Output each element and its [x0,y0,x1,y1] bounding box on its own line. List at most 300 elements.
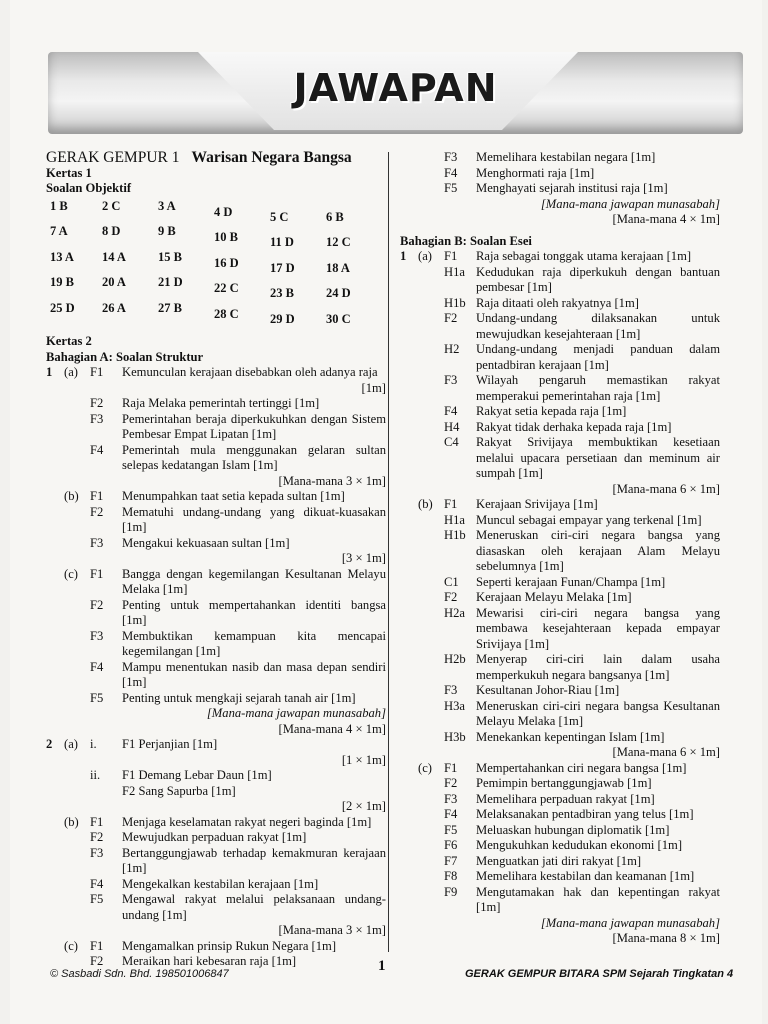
point-code: H3a [444,698,465,713]
part-label [418,699,444,730]
point-code: F1 [90,566,104,581]
question-number [400,404,418,420]
answer-text: Kedudukan raja diperkukuh dengan bantuan pembesar [1m] [476,264,720,294]
answer-row [46,396,386,412]
objective-answer: 8 D [102,224,121,238]
part-label [418,150,444,166]
question-number [400,435,418,482]
question-number [46,660,64,691]
answer-text: Kemunculan kerajaan disebabkan oleh adanya raja [122,365,378,379]
part-label [64,892,90,923]
answer-text: Mampu menentukan nasib dan masa depan sendiri [1m] [122,659,386,689]
point-code: F1 [90,365,104,379]
point-code: F3 [90,845,104,860]
part-label [418,420,444,436]
objective-answer: 22 C [214,281,239,295]
part-label [418,652,444,683]
point-code: F4 [444,165,458,180]
answer-text: Menekankan kepentingan Islam [1m] [476,729,665,744]
marks-note: [Mana-mana 3 × 1m] [278,923,386,937]
answer-row [46,691,386,707]
answer-text: Rakyat setia kepada raja [1m] [476,404,627,418]
answer-text: Meraikan hari kebesaran raja [1m] [122,954,297,968]
answer-text: Meluaskan hubungan diplomatik [1m] [476,822,670,837]
remark-note: [Mana-mana jawapan munasabah] [540,196,720,211]
answer-text: Mengutamakan hak dan kepentingan rakyat [1m] [476,884,720,914]
question-number [46,629,64,660]
part-label [64,784,90,800]
point-code: F1 [444,249,458,263]
question-number [400,590,418,606]
answer-text: Melaksanakan pentadbiran yang telus [1m] [476,807,694,821]
point-code: F2 [90,830,104,844]
answer-row [46,660,386,691]
question-number: 1 [400,249,407,263]
part-label [64,443,90,474]
point-code: H1b [444,295,466,310]
question-number [46,830,64,846]
point-code: H2b [444,652,466,666]
answer-row [46,737,386,753]
answer-text: Memelihara perpaduan rakyat [1m] [476,791,655,806]
question-number [400,265,418,296]
part-label: (b) [418,497,433,511]
part-label [64,629,90,660]
answer-row [400,311,720,342]
answer-row [400,373,720,404]
objective-answer: 18 A [326,260,350,275]
answer-text: Menjaga keselamatan rakyat negeri baginda [1m] [122,814,372,829]
right-column [400,150,720,947]
kertas1-label: Kertas 1 [46,165,92,180]
answer-text: Menguatkan jati diri rakyat [1m] [476,853,642,868]
objective-answer: 6 B [326,209,344,224]
point-code: F2 [444,776,458,790]
answer-text: Memelihara kestabilan negara [1m] [476,150,656,164]
question-number [400,513,418,529]
part-label [64,846,90,877]
marks-note: [1m] [361,380,386,395]
answer-row [400,150,720,166]
objective-answer: 30 C [326,311,351,326]
answer-text: Rakyat Srivijaya membuktikan kesetiaan melalui upacara persetiaan dan meminum air sumpah [1m] [476,435,720,480]
answer-text: Memelihara kestabilan dan keamanan [1m] [476,869,695,883]
answer-row [400,652,720,683]
part-label: (b) [64,489,79,503]
answer-row [400,854,720,870]
objective-answer: 12 C [326,235,351,249]
point-code: F4 [90,442,104,457]
answer-row [46,598,386,629]
question-number [46,815,64,831]
part-label [64,830,90,846]
point-code: F1 [90,814,104,829]
objective-answer: 4 D [214,204,233,219]
part-label [418,181,444,197]
part-label [418,776,444,792]
part-label [64,536,90,552]
question-number: 2 [46,737,53,751]
answer-text: Rakyat tidak derhaka kepada raja [1m] [476,419,672,434]
answer-row [46,830,386,846]
part-label [64,877,90,893]
marks-note: [Mana-mana 6 × 1m] [612,745,720,759]
question-number [400,652,418,683]
objective-answer: 28 C [214,306,239,321]
question-number [400,807,418,823]
objective-answer: 14 A [102,249,126,264]
objective-answer: 10 B [214,230,238,244]
point-code: H4 [444,419,460,434]
answer-text: Mengakui kekuasaan sultan [1m] [122,535,290,550]
point-code: F2 [90,597,104,612]
point-code: F7 [444,853,458,868]
question-number: 1 [46,365,53,379]
part-label [418,404,444,420]
answer-text: Muncul sebagai empayar yang terkenal [1m] [476,512,702,527]
question-number [400,869,418,885]
answer-row [46,784,386,800]
point-code: i. [90,737,97,751]
objective-answer: 1 B [50,198,68,213]
question-number [400,730,418,746]
point-code: F9 [444,884,458,899]
answer-text: Pemerintah mula menggunakan gelaran sultan selepas kedatangan Islam [1m] [122,442,386,472]
question-number [46,396,64,412]
section-a-label: Bahagian A: Soalan Struktur [46,349,204,364]
point-code: F5 [90,892,104,906]
answer-text: Pemerintahan beraja diperkukuhkan dengan Sistem Pembesar Empat Lipatan [1m] [122,411,386,441]
answer-row [46,629,386,660]
answer-row [400,730,720,746]
part-label [418,683,444,699]
answer-row [400,265,720,296]
answer-row [400,166,720,182]
heading-number: GERAK GEMPUR 1 [46,149,180,166]
objective-answer-grid [46,199,386,327]
answer-row [400,181,720,197]
answer-text: Menumpahkan taat setia kepada sultan [1m] [122,489,345,503]
left-answer-list [46,365,386,970]
part-label: (c) [64,566,78,581]
question-number [46,846,64,877]
part-label: (c) [418,760,432,775]
part-label [64,412,90,443]
part-label: (a) [64,737,78,751]
point-code: F2 [444,590,458,604]
answer-row [400,838,720,854]
answer-text: Mewujudkan perpaduan rakyat [1m] [122,830,307,844]
answer-text: Menghormati raja [1m] [476,165,595,180]
question-number [46,877,64,893]
answer-row [400,807,720,823]
part-label: (c) [64,938,78,953]
objective-label: Soalan Objektif [46,181,132,195]
part-label [418,296,444,312]
answer-row [46,505,386,536]
part-label [64,768,90,784]
point-code [90,784,122,800]
point-code: H2 [444,342,460,356]
answer-text: Penting untuk mengkaji sejarah tanah air [1m] [122,690,356,705]
point-code: F4 [444,807,458,821]
part-label [418,575,444,591]
point-code: F4 [90,876,104,891]
part-label [418,823,444,839]
part-label: (a) [64,365,78,379]
part-label: (a) [418,249,432,263]
question-number [46,489,64,505]
objective-answer: 5 C [270,209,289,224]
question-number [400,838,418,854]
answer-text: Mewarisi ciri-ciri negara bangsa yang membawa kesejahteraan kepada empayar Srivijaya [1m] [476,605,720,651]
point-code: F2 [90,504,104,519]
remark-note: [Mana-mana jawapan munasabah] [540,915,720,930]
answer-row [400,342,720,373]
question-number [46,598,64,629]
column-divider [388,152,389,952]
banner-title: JAWAPAN [293,66,498,110]
point-code: F8 [444,869,458,883]
remark-note: [Mana-mana jawapan munasabah] [206,706,386,720]
part-label [64,598,90,629]
section-b-label: Bahagian B: Soalan Esei [400,233,532,248]
title-banner [48,52,743,134]
point-code: F1 [90,489,104,503]
answer-text: Mengawal rakyat melalui pelaksanaan undang-undang [1m] [122,892,386,922]
answer-row [400,823,720,839]
point-code: H3b [444,729,466,744]
point-code: ii. [90,768,101,782]
answer-text: Mengukuhkan kedudukan ekonomi [1m] [476,838,683,852]
point-code: C4 [444,435,459,449]
page [10,0,762,1024]
point-code: F3 [90,535,104,550]
marks-note: [1 × 1m] [341,752,386,767]
question-number [400,296,418,312]
heading-title: Warisan Negara Bangsa [191,149,352,166]
part-label [64,691,90,707]
point-code: F1 [90,938,104,953]
answer-text: Membuktikan kemampuan kita mencapai kegemilangan [1m] [122,628,386,658]
answer-text: Mengekalkan kestabilan kerajaan [1m] [122,876,319,891]
answer-text: Pemimpin bertanggungjawab [1m] [476,776,652,790]
question-number [46,784,64,800]
point-code: F4 [90,659,104,674]
point-code: H1b [444,528,466,542]
part-label [418,730,444,746]
part-label [64,396,90,412]
question-number [46,505,64,536]
objective-answer: 27 B [158,300,182,315]
answer-row [46,536,386,552]
part-label [418,807,444,823]
answer-text: Mematuhi undang-undang yang dikuat-kuasakan [1m] [122,504,386,534]
answer-row [400,404,720,420]
part-label [64,660,90,691]
objective-answer: 23 B [270,286,294,300]
question-number [400,885,418,916]
part-label [418,606,444,653]
answer-text: Mengamalkan prinsip Rukun Negara [1m] [122,938,337,953]
point-code: F2 [444,311,458,325]
question-number [400,575,418,591]
answer-text: Undang-undang dilaksanakan untuk mewujudkan kesejahteraan [1m] [476,311,720,341]
question-number [400,606,418,653]
objective-answer: 24 D [326,286,351,300]
objective-answer: 2 C [102,198,121,213]
objective-answer: 25 D [50,300,75,315]
book-title-footer: GERAK GEMPUR BITARA SPM Sejarah Tingkatan 4 [465,968,734,980]
question-number [46,768,64,784]
point-code: F3 [444,373,458,387]
point-code: F3 [90,411,104,426]
answer-row [400,249,720,265]
point-code: F1 [444,760,458,775]
part-label [418,885,444,916]
question-number [400,342,418,373]
answer-row [400,776,720,792]
objective-answer: 21 D [158,275,183,289]
point-code: F5 [444,181,458,195]
marks-note: [3 × 1m] [341,551,386,565]
point-code: F6 [444,838,458,852]
answer-text: Meneruskan ciri-ciri negara bangsa yang diasaskan oleh kerajaan Alam Melayu sebelumnya [1m] [476,528,720,573]
point-code: H1a [444,264,465,279]
objective-answer: 3 A [158,198,176,213]
question-number [400,699,418,730]
question-number [46,939,64,955]
point-code: F2 [90,954,104,968]
question-number [400,854,418,870]
right-answer-list-top [400,150,720,228]
objective-answer: 15 B [158,249,182,264]
part-label [418,311,444,342]
right-answer-list [400,249,720,947]
answer-row [46,365,386,381]
question-number [46,443,64,474]
answer-row [46,815,386,831]
objective-answer: 16 D [214,255,239,270]
marks-note: [2 × 1m] [341,799,386,813]
answer-text: Raja Melaka pemerintah tertinggi [1m] [122,396,320,410]
answer-row [46,443,386,474]
answer-row [400,885,720,916]
point-code: F1 [444,497,458,511]
marks-note: [Mana-mana 3 × 1m] [278,473,386,488]
part-label [418,854,444,870]
question-number [400,497,418,513]
kertas2-label: Kertas 2 [46,334,92,348]
answer-row [400,606,720,653]
point-code: F5 [90,690,104,705]
answer-text: Raja ditaati oleh rakyatnya [1m] [476,295,639,310]
answer-text: Raja sebagai tonggak utama kerajaan [1m] [476,249,692,263]
answer-text: Wilayah pengaruh memastikan rakyat memperakui pemerintahan raja [1m] [476,373,720,403]
answer-text: Undang-undang menjadi panduan dalam pentadbiran kerajaan [1m] [476,342,720,372]
section-heading [46,150,386,166]
question-number [400,792,418,808]
answer-row [46,846,386,877]
question-number [400,181,418,197]
answer-row [400,683,720,699]
question-number [46,567,64,598]
answer-text: F1 Perjanjian [1m] [122,737,218,751]
marks-note: [Mana-mana 6 × 1m] [612,481,720,496]
answer-text: Menyerap ciri-ciri lain dalam usaha memperkukuh negara bangsanya [1m] [476,652,720,682]
question-number [400,683,418,699]
answer-text: F2 Sang Sapurba [1m] [122,783,236,798]
part-label [418,869,444,885]
answer-text: Mempertahankan ciri negara bangsa [1m] [476,760,687,775]
answer-text: Kesultanan Johor-Riau [1m] [476,683,620,697]
answer-text: Seperti kerajaan Funan/Champa [1m] [476,574,666,589]
part-label [64,505,90,536]
marks-note: [Mana-mana 4 × 1m] [612,212,720,226]
point-code: F5 [444,822,458,837]
answer-text: Bangga dengan kegemilangan Kesultanan Melayu Melaka [1m] [122,566,386,596]
point-code: F3 [90,628,104,643]
answer-row [400,296,720,312]
question-number [400,823,418,839]
answer-row [46,412,386,443]
answer-row [400,497,720,513]
objective-answer: 29 D [270,311,295,326]
answer-row [46,768,386,784]
question-number [400,528,418,575]
objective-answer: 11 D [270,235,294,249]
answer-row [400,792,720,808]
answer-text: F1 Demang Lebar Daun [1m] [122,768,272,782]
point-code: F3 [444,791,458,806]
part-label [418,166,444,182]
objective-answer: 20 A [102,275,126,289]
objective-answer: 9 B [158,224,176,238]
question-number [400,761,418,777]
point-code: H1a [444,512,465,527]
answer-row [400,869,720,885]
answer-text: Meneruskan ciri-ciri negara bangsa Kesultanan Melayu Melaka [1m] [476,698,720,728]
marks-note: [Mana-mana 4 × 1m] [278,721,386,736]
part-label [418,265,444,296]
question-number [46,536,64,552]
question-number [400,311,418,342]
objective-answer: 17 D [270,260,295,275]
marks-note: [Mana-mana 8 × 1m] [612,931,720,945]
point-code: C1 [444,574,459,589]
part-label [418,373,444,404]
answer-row [400,420,720,436]
objective-answer: 13 A [50,249,74,264]
copyright-footer: © Sasbadi Sdn. Bhd. 198501006847 [50,968,229,980]
part-label [418,838,444,854]
question-number [46,412,64,443]
answer-text: Bertanggungjawab terhadap kemakmuran kerajaan [1m] [122,845,386,875]
answer-row [400,761,720,777]
part-label [418,513,444,529]
answer-text: Kerajaan Melayu Melaka [1m] [476,590,632,604]
part-label [418,342,444,373]
question-number [400,420,418,436]
answer-row [400,575,720,591]
answer-row [400,513,720,529]
answer-row [400,528,720,575]
answer-row [46,939,386,955]
answer-row [46,877,386,893]
page-number: 1 [378,958,386,974]
answer-row [400,699,720,730]
objective-answer: 26 A [102,300,126,315]
